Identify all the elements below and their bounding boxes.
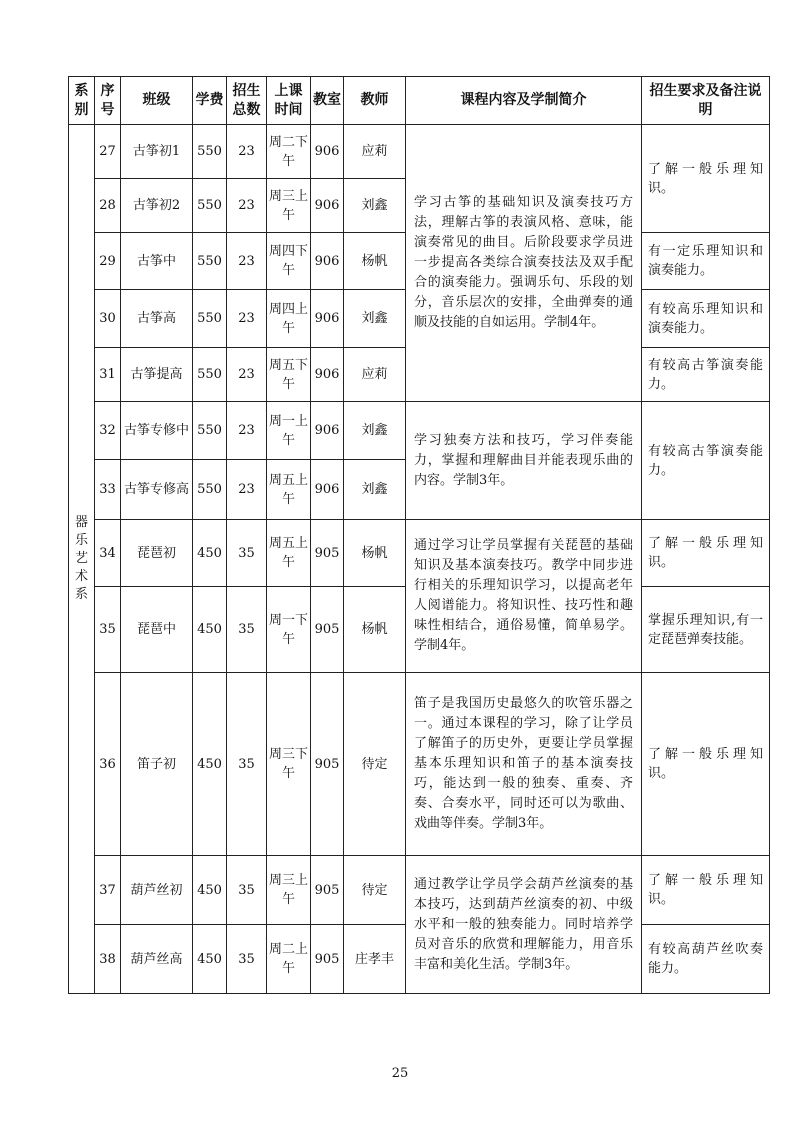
row-teacher: 应莉 (344, 348, 406, 402)
row-teacher: 刘鑫 (344, 460, 406, 520)
row-fee: 450 (193, 925, 227, 994)
department-char: 系 (74, 587, 88, 602)
row-class: 古筝初2 (121, 179, 193, 233)
guzheng-advanced-description: 学习独奏方法和技巧，学习伴奏能力，掌握和理解曲目并能表现乐曲的内容。学制3年。 (406, 402, 642, 520)
row-num: 33 (95, 460, 121, 520)
header-time: 上课时间 (267, 77, 311, 125)
row-quota: 35 (227, 673, 267, 856)
requirement: 了解一般乐理知识。 (642, 520, 770, 587)
row-time: 周五上午 (267, 520, 311, 587)
row-fee: 550 (193, 460, 227, 520)
pipa-description: 通过学习让学员掌握有关琵琶的基础知识及基本演奏技巧。教学中同步进行相关的乐理知识学习，以提高老年人阅谱能力。将知识性、技巧性和趣味性相结合，通俗易懂，简单易学。学制4年。 (406, 520, 642, 673)
table-row (69, 520, 770, 587)
row-teacher: 杨帆 (344, 233, 406, 290)
header-quota: 招生总数 (227, 77, 267, 125)
requirement: 有较高葫芦丝吹奏能力。 (642, 925, 770, 994)
row-fee: 550 (193, 348, 227, 402)
department-cell (69, 125, 95, 994)
department-char: 器 (74, 515, 88, 530)
row-teacher: 杨帆 (344, 520, 406, 587)
header-class: 班级 (121, 77, 193, 125)
requirement: 有较高乐理知识和演奏能力。 (642, 290, 770, 348)
row-num: 28 (95, 179, 121, 233)
row-quota: 23 (227, 460, 267, 520)
row-room: 906 (311, 290, 344, 348)
row-class: 笛子初 (121, 673, 193, 856)
row-quota: 23 (227, 290, 267, 348)
row-num: 35 (95, 587, 121, 673)
table-row (69, 402, 770, 460)
row-class: 古筝中 (121, 233, 193, 290)
row-time: 周三下午 (267, 673, 311, 856)
row-teacher: 杨帆 (344, 587, 406, 673)
row-num: 38 (95, 925, 121, 994)
requirement: 了解一般乐理知识。 (642, 125, 770, 233)
row-quota: 23 (227, 402, 267, 460)
header-fee: 学费 (193, 77, 227, 125)
requirement: 了解一般乐理知识。 (642, 856, 770, 925)
row-quota: 23 (227, 233, 267, 290)
row-time: 周二下午 (267, 125, 311, 179)
row-class: 古筝提高 (121, 348, 193, 402)
row-time: 周五上午 (267, 460, 311, 520)
requirement: 了解一般乐理知识。 (642, 673, 770, 856)
page-number: 25 (391, 1066, 409, 1081)
row-room: 905 (311, 856, 344, 925)
row-time: 周四上午 (267, 290, 311, 348)
row-fee: 450 (193, 520, 227, 587)
row-quota: 35 (227, 925, 267, 994)
guzheng-description: 学习古筝的基础知识及演奏技巧方法，理解古筝的表演风格、意味，能演奏常见的曲目。后阶段要求学员进一步提高各类综合演奏技法及双手配合的演奏能力。强调乐句、乐段的划分，音乐层次的安排，全曲弹奏的通顺及技能的自如运用。学制4年。 (406, 125, 642, 402)
row-class: 葫芦丝高 (121, 925, 193, 994)
header-dept: 系别 (69, 77, 95, 125)
row-fee: 450 (193, 673, 227, 856)
row-num: 29 (95, 233, 121, 290)
row-fee: 450 (193, 587, 227, 673)
row-class: 古筝专修中 (121, 402, 193, 460)
row-fee: 450 (193, 856, 227, 925)
row-teacher: 刘鑫 (344, 290, 406, 348)
table-row (69, 856, 770, 925)
row-num: 37 (95, 856, 121, 925)
row-time: 周二上午 (267, 925, 311, 994)
header-desc: 课程内容及学制简介 (406, 77, 642, 125)
header-teacher: 教师 (344, 77, 406, 125)
row-quota: 35 (227, 856, 267, 925)
row-time: 周五下午 (267, 348, 311, 402)
row-class: 古筝高 (121, 290, 193, 348)
row-class: 琵琶中 (121, 587, 193, 673)
row-fee: 550 (193, 290, 227, 348)
row-fee: 550 (193, 125, 227, 179)
row-class: 古筝初1 (121, 125, 193, 179)
row-quota: 35 (227, 587, 267, 673)
row-quota: 23 (227, 348, 267, 402)
row-room: 905 (311, 520, 344, 587)
row-quota: 35 (227, 520, 267, 587)
row-teacher: 庄孝丰 (344, 925, 406, 994)
row-class: 琵琶初 (121, 520, 193, 587)
row-num: 32 (95, 402, 121, 460)
row-teacher: 刘鑫 (344, 179, 406, 233)
header-row (69, 77, 770, 125)
row-room: 905 (311, 673, 344, 856)
header-req: 招生要求及备注说明 (642, 77, 770, 125)
row-teacher: 待定 (344, 673, 406, 856)
row-num: 34 (95, 520, 121, 587)
row-time: 周三上午 (267, 179, 311, 233)
row-class: 古筝专修高 (121, 460, 193, 520)
table-row (69, 673, 770, 856)
row-num: 27 (95, 125, 121, 179)
row-fee: 550 (193, 179, 227, 233)
row-teacher: 应莉 (344, 125, 406, 179)
header-room: 教室 (311, 77, 344, 125)
row-teacher: 待定 (344, 856, 406, 925)
row-time: 周四下午 (267, 233, 311, 290)
row-fee: 550 (193, 233, 227, 290)
row-room: 906 (311, 460, 344, 520)
hulusi-description: 通过教学让学员学会葫芦丝演奏的基本技巧，达到葫芦丝演奏的初、中级水平和一般的独奏能力。同时培养学员对音乐的欣赏和理解能力，用音乐丰富和美化生活。学制3年。 (406, 856, 642, 994)
row-num: 31 (95, 348, 121, 402)
row-room: 906 (311, 233, 344, 290)
course-table (68, 76, 770, 994)
table-row (69, 125, 770, 179)
row-teacher: 刘鑫 (344, 402, 406, 460)
row-num: 30 (95, 290, 121, 348)
row-class: 葫芦丝初 (121, 856, 193, 925)
row-room: 906 (311, 348, 344, 402)
row-room: 905 (311, 587, 344, 673)
requirement: 有一定乐理知识和演奏能力。 (642, 233, 770, 290)
row-time: 周一上午 (267, 402, 311, 460)
row-time: 周一下午 (267, 587, 311, 673)
row-time: 周三上午 (267, 856, 311, 925)
row-room: 905 (311, 925, 344, 994)
row-quota: 23 (227, 179, 267, 233)
header-num: 序号 (95, 77, 121, 125)
dizi-description: 笛子是我国历史最悠久的吹管乐器之一。通过本课程的学习，除了让学员了解笛子的历史外，更要让学员掌握基本乐理知识和笛子的基本演奏技巧，能达到一般的独奏、重奏、齐奏、合奏水平，同时还可以为歌曲、戏曲等伴奏。学制3年。 (406, 673, 642, 856)
requirement: 掌握乐理知识,有一定琵琶弹奏技能。 (642, 587, 770, 673)
requirement: 有较高古筝演奏能力。 (642, 348, 770, 402)
row-num: 36 (95, 673, 121, 856)
department-char: 术 (74, 569, 88, 584)
row-fee: 550 (193, 402, 227, 460)
department-char: 乐 (74, 533, 88, 548)
row-quota: 23 (227, 125, 267, 179)
department-char: 艺 (74, 551, 88, 566)
requirement: 有较高古筝演奏能力。 (642, 402, 770, 520)
row-room: 906 (311, 179, 344, 233)
row-room: 906 (311, 125, 344, 179)
row-room: 906 (311, 402, 344, 460)
